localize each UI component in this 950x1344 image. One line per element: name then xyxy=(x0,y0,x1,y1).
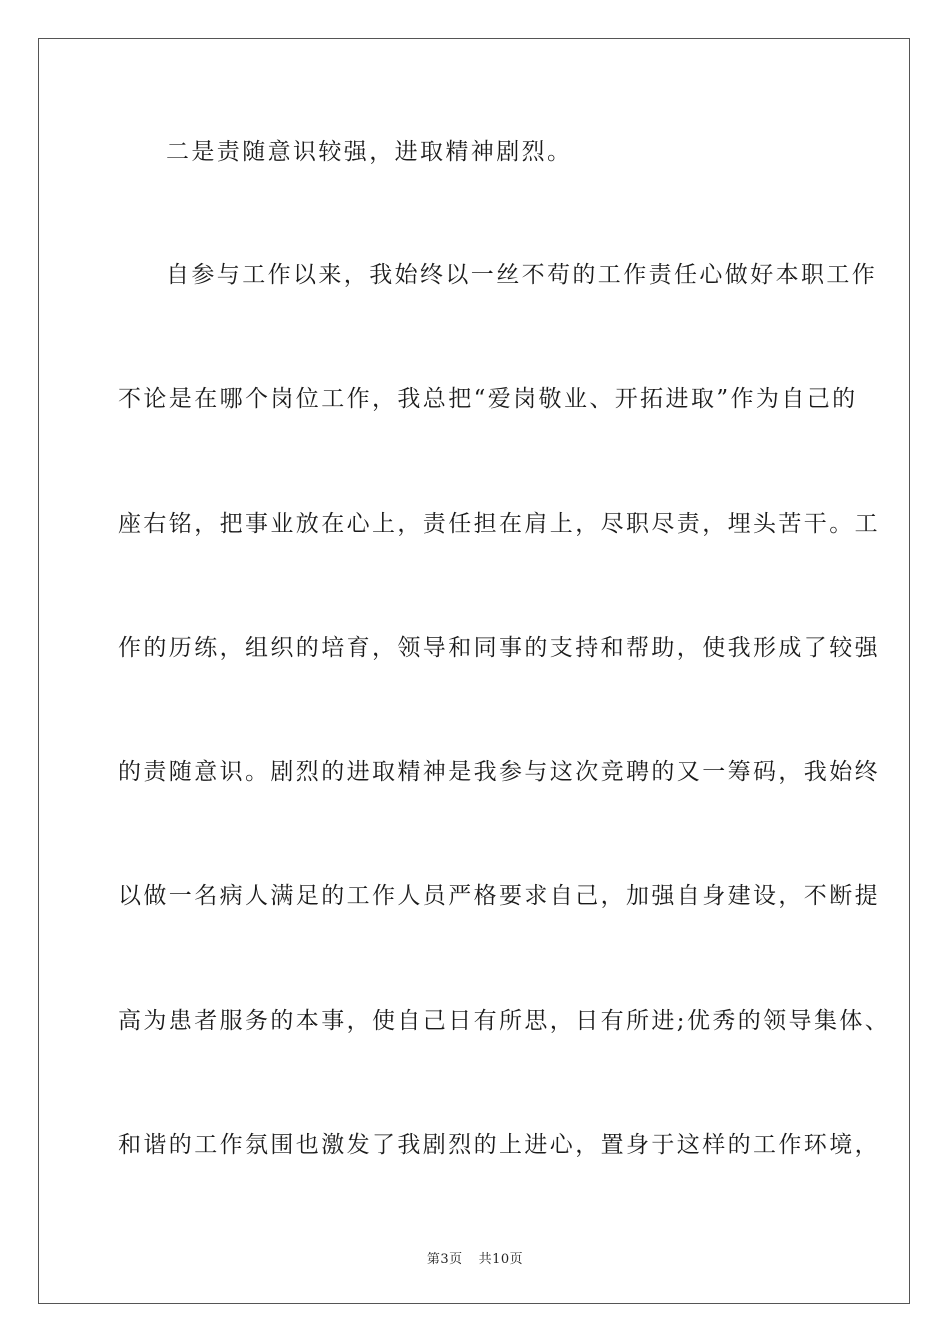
body-line-8: 高为患者服务的本事，使自己日有所思，日有所进;优秀的领导集体、 xyxy=(118,1008,891,1034)
body-line-9: 和谐的工作氛围也激发了我剧烈的上进心，置身于这样的工作环境， xyxy=(118,1132,880,1158)
page-total: 共10页 xyxy=(478,1252,524,1267)
body-line-5: 作的历练，组织的培育，领导和同事的支持和帮助，使我形成了较强 xyxy=(118,635,880,661)
page-footer xyxy=(0,1248,950,1267)
body-line-6: 的责随意识。剧烈的进取精神是我参与这次竞聘的又一筹码，我始终 xyxy=(118,759,880,785)
body-line-7: 以做一名病人满足的工作人员严格要求自己，加强自身建设，不断提 xyxy=(118,883,880,909)
body-line-1: 二是责随意识较强，进取精神剧烈。 xyxy=(166,139,573,165)
body-line-2: 自参与工作以来，我始终以一丝不苟的工作责任心做好本职工作 xyxy=(166,262,878,288)
body-line-3: 不论是在哪个岗位工作，我总把“爱岗敬业、开拓进取”作为自己的 xyxy=(118,386,858,412)
page-number: 第3页 xyxy=(426,1252,463,1267)
body-line-4: 座右铭，把事业放在心上，责任担在肩上，尽职尽责，埋头苦干。工 xyxy=(118,511,880,537)
page-border xyxy=(38,38,910,1304)
